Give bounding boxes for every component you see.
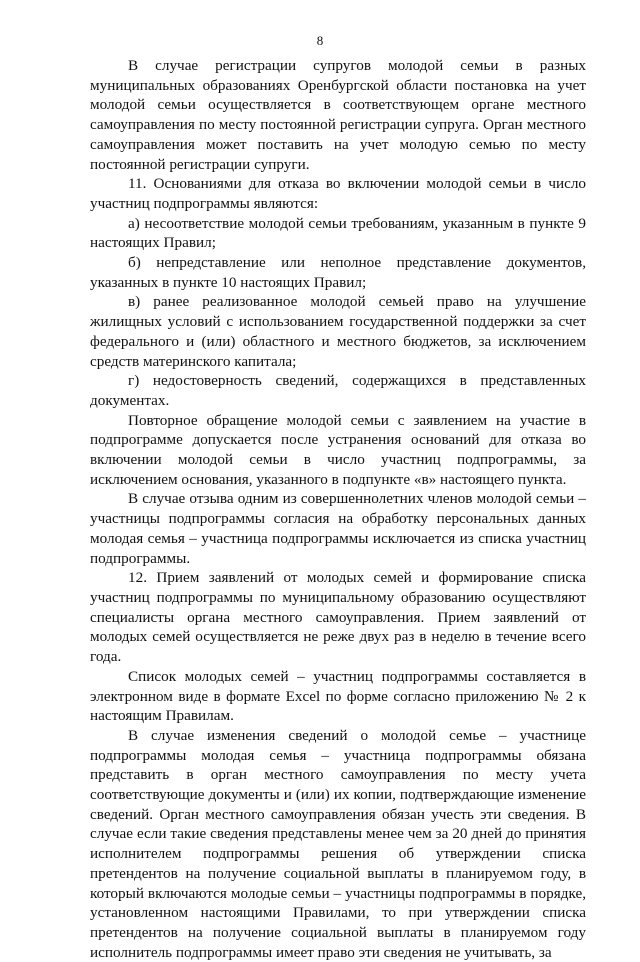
- list-item-v: в) ранее реализованное молодой семьей право на улучшение жилищных условий с использованием государственной поддержки за счет федерального и (или) областного и местного бюджетов, за исключением средств материнского капитала;: [90, 293, 586, 370]
- page-number: 8: [316, 33, 324, 48]
- paragraph-application-intake: 12. Прием заявлений от молодых семей и формирование списка участниц подпрограммы по муниципальному образованию осуществляют специалисты органа местного самоуправления. Прием заявлений от молодых семей осуществляется не реже двух раз в неделю в течение всего года.: [90, 569, 586, 666]
- paragraph-information-changes: В случае изменения сведений о молодой семье – участнице подпрограммы молодая семья – участница подпрограммы обязана представить в орган местного самоуправления по месту учета соответствующие документы и (или) их копии, подтверждающие изменение сведений. Орган местного самоуправления обязан учесть эти сведения. В случае если такие сведения представлены менее чем за 20 дней до принятия исполнителем подпрограммы решения об утверждении списка претендентов на получение социальной выплаты в планируемом году, в который включаются молодые семьи – участницы подпрограммы в порядке, установленном настоящими Правилами, то при утверждении списка претендентов на получение социальной выплаты в планируемом году исполнитель подпрограммы имеет право эти сведения не учитывать, за: [90, 726, 586, 961]
- list-item-a: а) несоответствие молодой семьи требованиям, указанным в пункте 9 настоящих Правил;: [90, 214, 586, 252]
- paragraph-spouse-registration: В случае регистрации супругов молодой семьи в разных муниципальных образованиях Оренбургской области постановка на учет молодой семьи осуществляется в соответствующем органе местного самоуправления по месту постоянной регистрации супруга. Орган местного самоуправления может поставить на учет молодую семью по месту постоянной регистрации супруги.: [90, 57, 586, 173]
- paragraph-refusal-grounds: 11. Основаниями для отказа во включении молодой семьи в число участниц подпрограммы являются:: [90, 175, 586, 212]
- list-item-b: б) непредставление или неполное представление документов, указанных в пункте 10 настоящих Правил;: [90, 254, 586, 291]
- document-body: [90, 56, 586, 962]
- paragraph-excel-list: Список молодых семей – участниц подпрограммы составляется в электронном виде в формате Excel по форме согласно приложению № 2 к настоящим Правилам.: [90, 667, 586, 725]
- paragraph-consent-withdrawal: В случае отзыва одним из совершеннолетних членов молодой семьи – участницы подпрограммы согласия на обработку персональных данных молодая семья – участница подпрограммы исключается из списка участниц подпрограммы.: [90, 490, 586, 567]
- paragraph-repeat-application: Повторное обращение молодой семьи с заявлением на участие в подпрограмме допускается после устранения оснований для отказа во включении молодой семьи в число участниц подпрограммы, за исключением основания, указанного в подпункте «в» настоящего пункта.: [90, 411, 586, 488]
- list-item-g: г) недостоверность сведений, содержащихся в представленных документах.: [90, 372, 586, 409]
